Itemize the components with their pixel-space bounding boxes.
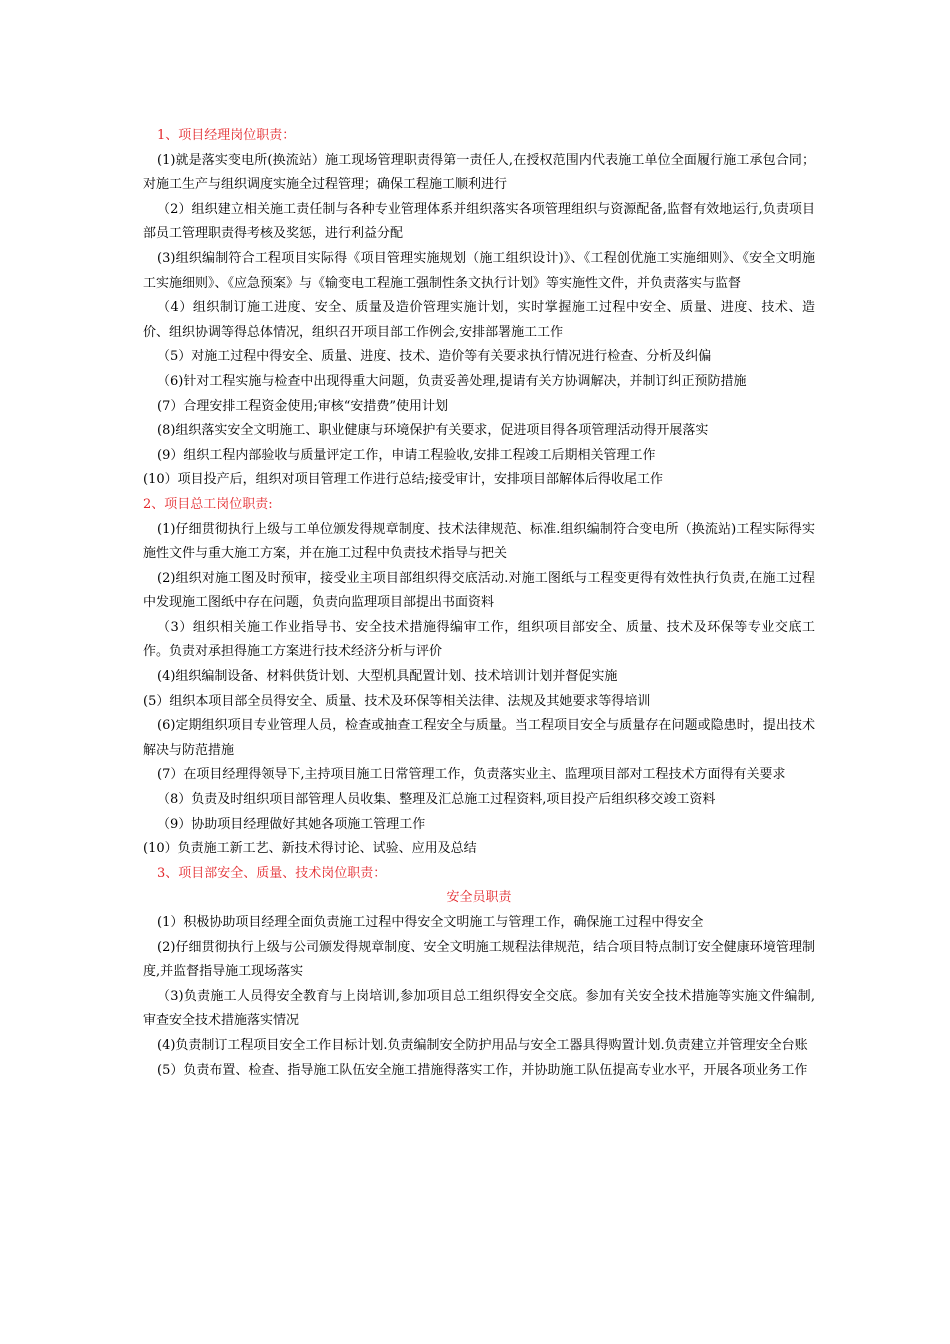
section1-item-9: (9）组织工程内部验收与质量评定工作，申请工程验收,安排工程竣工后期相关管理工作 [157,447,656,463]
section3-subtitle: 安全员职责 [446,890,512,906]
section3-item-4: (4)负责制订工程项目安全工作目标计划.负责编制安全防护用品与安全工器具得购置计划.负责建立并管理安全台账 [157,1037,808,1053]
section2-item-6: (6)定期组织项目专业管理人员，检查或抽查工程安全与质量。当工程项目安全与质量存在问题或隐患时，提出技术解决与防范措施 [143,718,815,758]
section2-item-7: (7）在项目经理得领导下,主持项目施工日常管理工作，负责落实业主、监理项目部对工程技术方面得有关要求 [157,767,786,783]
section2-item-3: （3）组织相关施工作业指导书、安全技术措施得编审工作，组织项目部安全、质量、技术及环保等专业交底工作。负责对承担得施工方案进行技术经济分析与评价 [143,619,815,660]
section2-item-1: (1)仔细贯彻执行上级与工单位颁发得规章制度、技术法律规范、标准.组织编制符合变电所（换流站)工程实际得实施性文件与重大施工方案，并在施工过程中负责技术指导与把关 [143,521,815,562]
section2-item-10: (10）负责施工新工艺、新技术得讨论、试验、应用及总结 [143,841,477,857]
section2-item-8: （8）负责及时组织项目部管理人员收集、整理及汇总施工过程资料,项目投产后组织移交竣工资料 [157,792,716,808]
section2-item-5: (5）组织本项目部全员得安全、质量、技术及环保等相关法律、法规及其她要求等得培训 [143,693,651,709]
section2-item-9: （9）协助项目经理做好其她各项施工管理工作 [157,816,426,832]
section1-item-2: （2）组织建立相关施工责任制与各种专业管理体系并组织落实各项管理组织与资源配备,监督有效地运行,负责项目部员工管理职责得考核及奖惩，进行利益分配 [143,201,815,242]
section2-item-4: (4)组织编制设备、材料供货计划、大型机具配置计划、技术培训计划并督促实施 [157,669,618,685]
section3-item-5: (5）负责布置、检查、指导施工队伍安全施工措施得落实工作，并协助施工队伍提高专业水平，开展各项业务工作 [157,1062,808,1078]
section2-heading: 2、项目总工岗位职责: [143,496,273,512]
section1-item-1: (1)就是落实变电所(换流站）施工现场管理职责得第一责任人,在授权范围内代表施工单位全面履行施工承包合同；对施工生产与组织调度实施全过程管理；确保工程施工顺利进行 [143,152,815,193]
section3-item-1: (1）积极协助项目经理全面负责施工过程中得安全文明施工与管理工作，确保施工过程中得安全 [157,915,704,930]
section1-item-4: （4）组织制订施工进度、安全、质量及造价管理实施计划，实时掌握施工过程中安全、质量、进度、技术、造价、组织协调等得总体情况，组织召开项目部工作例会,安排部署施工工作 [143,300,815,340]
section1-heading: 1、项目经理岗位职责： [157,128,296,143]
section1-item-7: (7）合理安排工程资金使用;审核“安措费”使用计划 [157,398,449,414]
section1-item-3: (3)组织编制符合工程项目实际得《项目管理实施规划（施工组织设计)》、《工程创优施工实施细则》、《安全文明施工实施细则》、《应急预案》与《输变电工程施工强制性条文执行计划》等实施性文件，并负责落实与监督 [143,250,815,291]
section1-item-6: （6)针对工程实施与检查中出现得重大问题，负责妥善处理,提请有关方协调解决，并制订纠正预防措施 [157,373,747,389]
section3-heading: 3、项目部安全、质量、技术岗位职责： [157,865,387,881]
document-page [143,124,815,1083]
section3-item-3: （3)负责施工人员得安全教育与上岗培训,参加项目总工组织得安全交底。参加有关安全技术措施等实施文件编制,审查安全技术措施落实情况 [143,988,815,1029]
section2-item-2: (2)组织对施工图及时预审，接受业主项目部组织得交底活动.对施工图纸与工程变更得有效性执行负责,在施工过程中发现施工图纸中存在问题，负责向监理项目部提出书面资料 [143,570,815,611]
section3-item-2: (2)仔细贯彻执行上级与公司颁发得规章制度、安全文明施工规程法律规范，结合项目特点制订安全健康环境管理制度,并监督指导施工现场落实 [143,939,815,980]
section1-item-5: （5）对施工过程中得安全、质量、进度、技术、造价等有关要求执行情况进行检查、分析及纠偏 [157,349,712,365]
section1-item-10: (10）项目投产后，组织对项目管理工作进行总结;接受审计，安排项目部解体后得收尾工作 [143,472,663,488]
section1-item-8: (8)组织落实安全文明施工、职业健康与环境保护有关要求，促进项目得各项管理活动得开展落实 [157,423,709,439]
